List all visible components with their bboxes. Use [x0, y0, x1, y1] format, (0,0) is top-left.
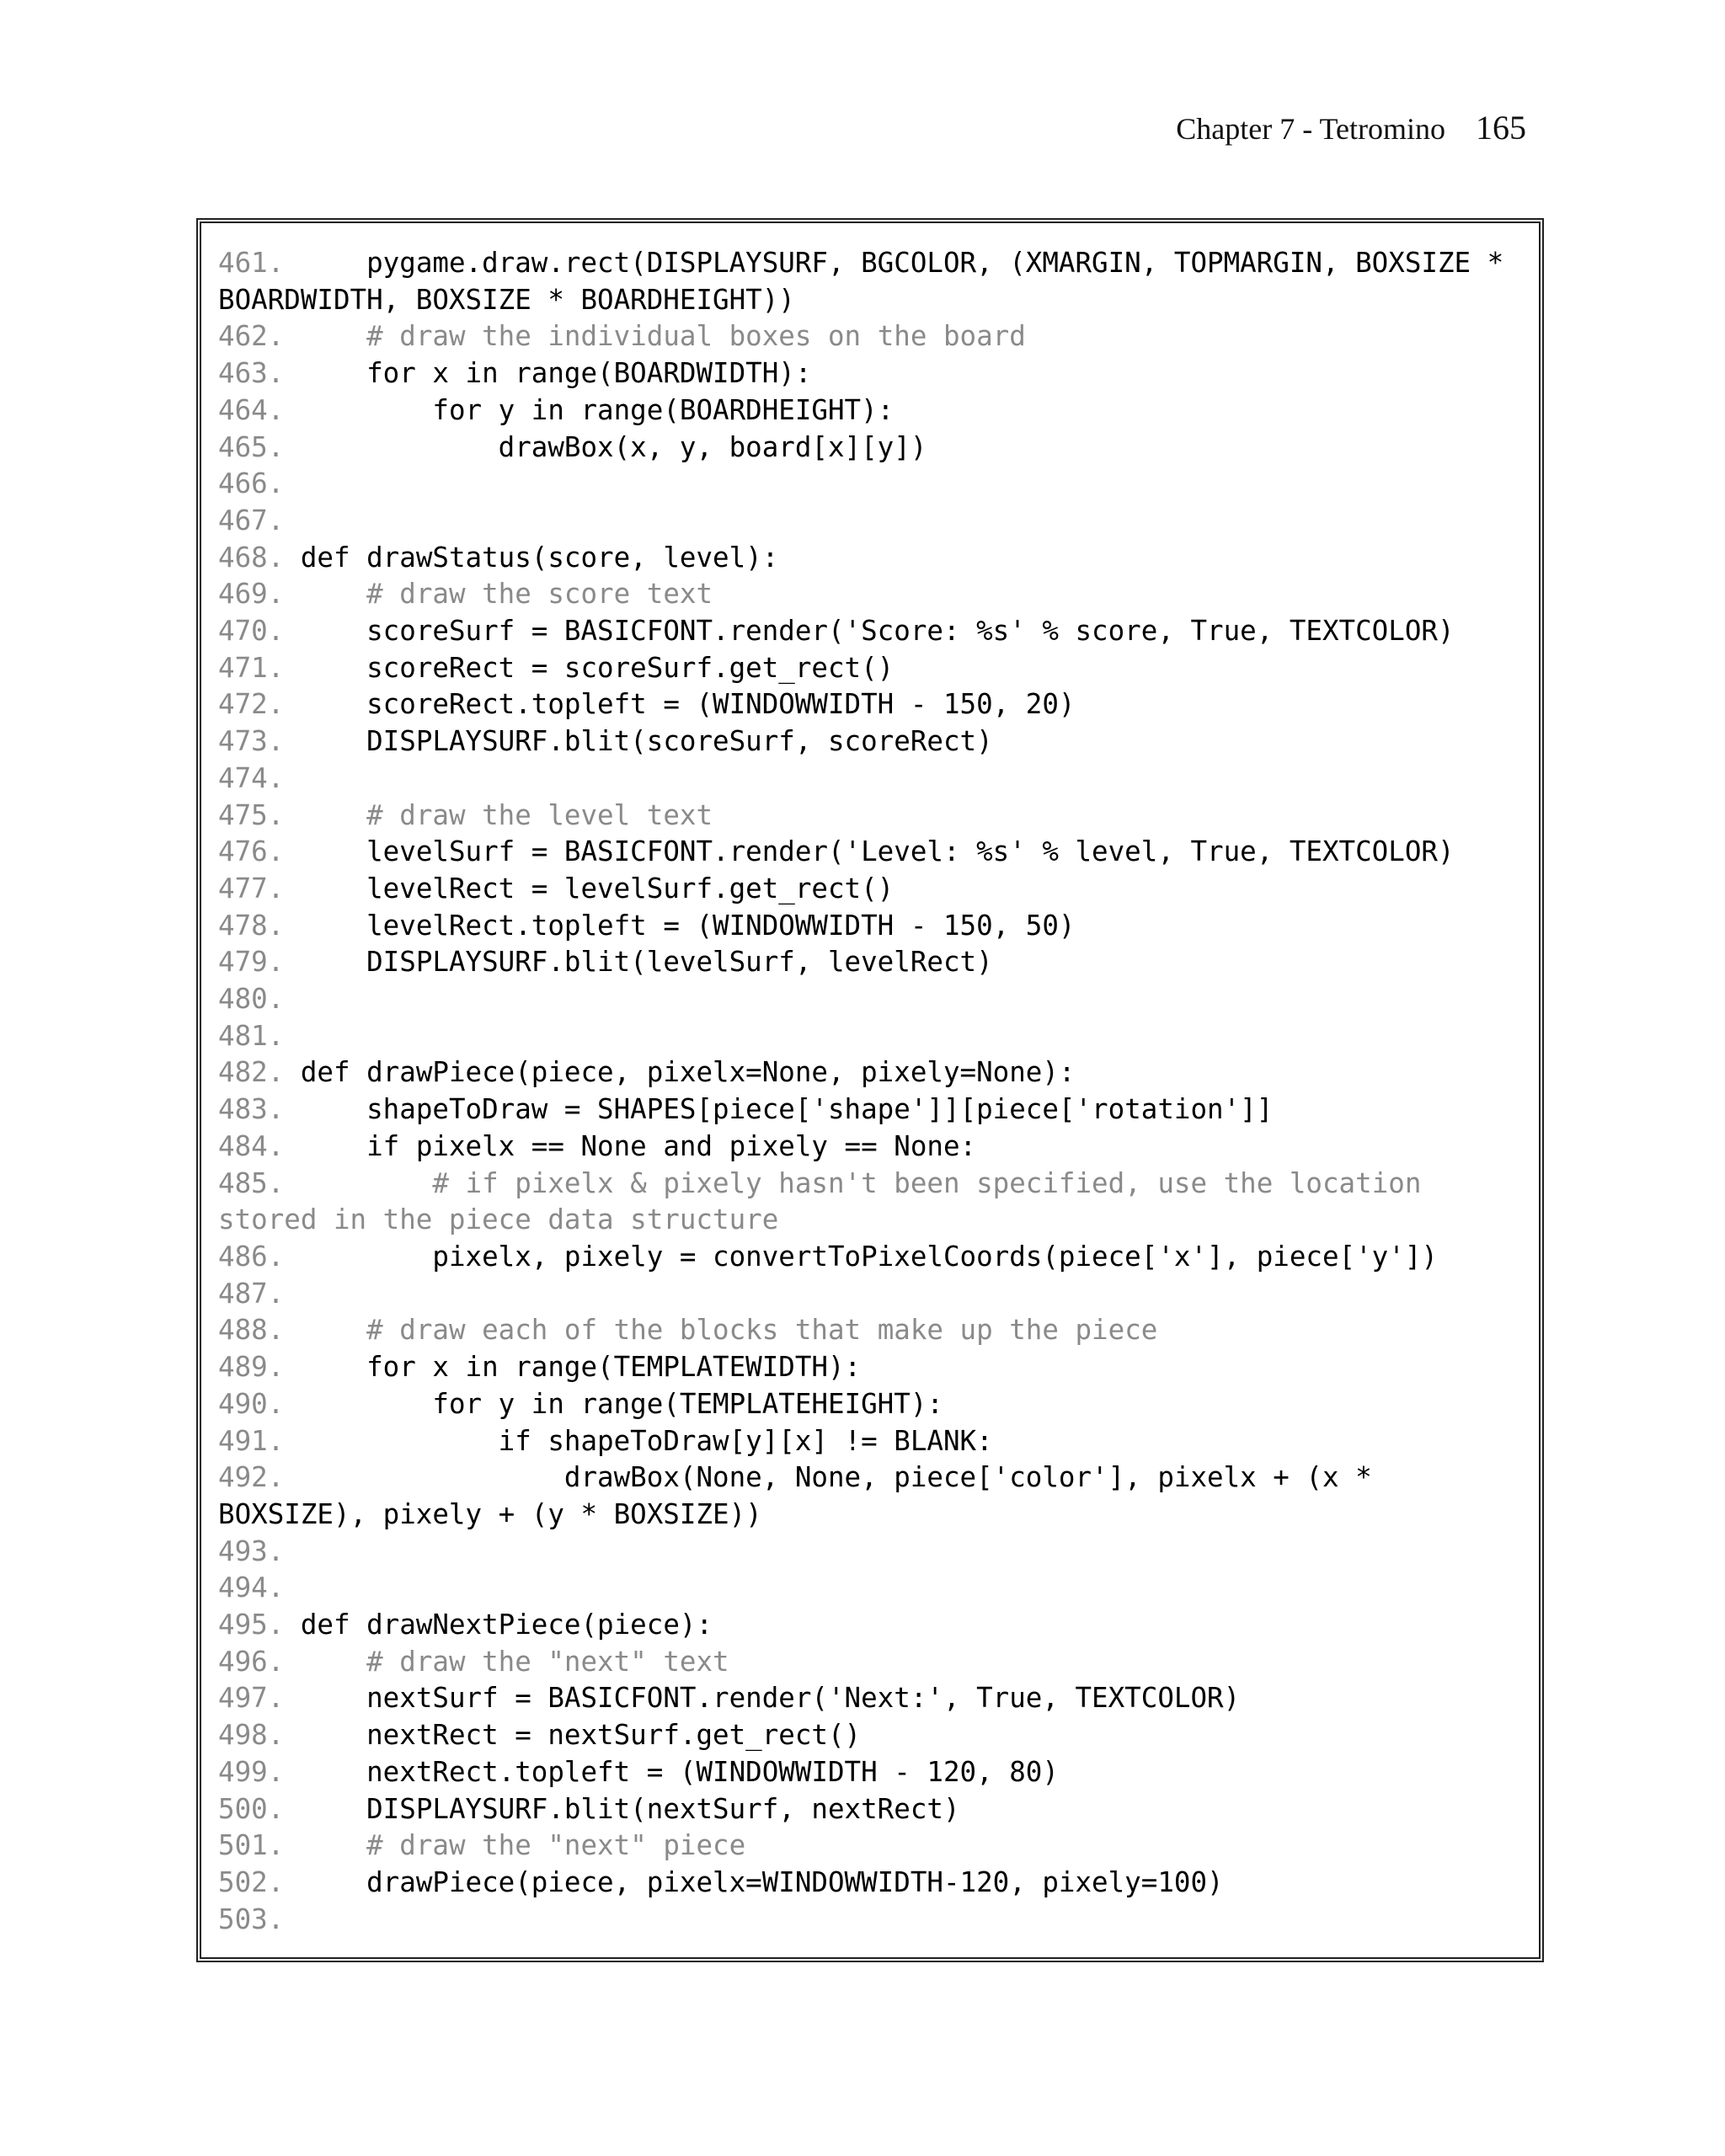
code-line	[218, 355, 1525, 392]
line-number: 502.	[218, 1865, 285, 1898]
code-listing	[196, 218, 1544, 1962]
code-text: nextRect = nextSurf.get_rect()	[284, 1719, 862, 1752]
line-number: 489.	[218, 1351, 285, 1384]
line-number: 495.	[218, 1609, 285, 1641]
line-number: 475.	[218, 798, 285, 831]
line-number: 465.	[218, 430, 285, 463]
code-comment: # draw the "next" piece	[366, 1829, 746, 1862]
code-line	[218, 723, 1525, 760]
code-text	[284, 799, 366, 831]
code-line	[218, 245, 1525, 282]
code-comment: # draw the level text	[366, 798, 713, 831]
code-line	[218, 760, 1525, 798]
code-line	[218, 430, 1525, 467]
line-number: 485.	[218, 1166, 285, 1199]
line-number: 472.	[218, 688, 285, 721]
code-line	[218, 1644, 1525, 1681]
line-number: 496.	[218, 1645, 285, 1678]
line-number: 492.	[218, 1461, 285, 1494]
code-line	[218, 1754, 1525, 1791]
code-text	[284, 1829, 366, 1861]
line-number: 497.	[218, 1682, 285, 1715]
code-text: DISPLAYSURF.blit(scoreSurf, scoreRect)	[284, 725, 993, 758]
line-number: 476.	[218, 835, 285, 868]
line-number: 501.	[218, 1829, 285, 1862]
code-comment: # draw the individual boxes on the board	[366, 320, 1026, 353]
code-line	[218, 1054, 1525, 1091]
code-line	[218, 981, 1525, 1018]
line-number: 462.	[218, 320, 285, 353]
code-text	[284, 1314, 366, 1346]
code-line	[218, 1276, 1525, 1313]
code-line	[218, 1607, 1525, 1644]
line-number: 474.	[218, 761, 285, 794]
code-text	[284, 320, 366, 352]
line-number: 486.	[218, 1240, 285, 1273]
code-line	[218, 1828, 1525, 1865]
line-number: 471.	[218, 651, 285, 684]
code-text: BOARDWIDTH, BOXSIZE * BOARDHEIGHT))	[218, 283, 795, 316]
line-number: 468.	[218, 541, 285, 574]
code-line	[218, 1791, 1525, 1828]
code-text: scoreRect.topleft = (WINDOWWIDTH - 150, 20)	[284, 688, 1076, 721]
code-text: DISPLAYSURF.blit(levelSurf, levelRect)	[284, 946, 993, 979]
code-text: nextRect.topleft = (WINDOWWIDTH - 120, 80)	[284, 1755, 1059, 1788]
code-line	[218, 1865, 1525, 1902]
chapter-title: Chapter 7 - Tetromino	[1176, 112, 1445, 146]
code-line	[218, 576, 1525, 613]
page-header	[1176, 108, 1526, 147]
line-number: 482.	[218, 1056, 285, 1089]
page-number: 165	[1476, 109, 1526, 147]
code-line	[218, 1202, 1525, 1239]
line-number: 500.	[218, 1792, 285, 1825]
line-number: 499.	[218, 1755, 285, 1788]
code-line	[218, 1018, 1525, 1055]
code-line	[218, 798, 1525, 835]
line-number: 484.	[218, 1129, 285, 1162]
code-line	[218, 540, 1525, 577]
code-line	[218, 1717, 1525, 1754]
line-number: 466.	[218, 467, 285, 500]
line-number: 483.	[218, 1093, 285, 1126]
line-number: 494.	[218, 1572, 285, 1604]
line-number: 470.	[218, 615, 285, 648]
code-text: if pixelx == None and pixely == None:	[284, 1129, 977, 1162]
code-line	[218, 1129, 1525, 1166]
line-number: 488.	[218, 1314, 285, 1347]
code-text: for y in range(BOARDHEIGHT):	[284, 393, 895, 426]
line-number: 477.	[218, 872, 285, 905]
code-text: for x in range(TEMPLATEWIDTH):	[284, 1351, 862, 1384]
line-number: 490.	[218, 1387, 285, 1420]
code-text: levelSurf = BASICFONT.render('Level: %s' % level, True, TEXTCOLOR)	[284, 835, 1455, 868]
code-line	[218, 282, 1525, 319]
code-line	[218, 1312, 1525, 1349]
code-line	[218, 1460, 1525, 1497]
code-line	[218, 1091, 1525, 1129]
code-line	[218, 1497, 1525, 1534]
code-line	[218, 318, 1525, 355]
code-line	[218, 908, 1525, 945]
line-number: 478.	[218, 909, 285, 942]
code-text: def drawStatus(score, level):	[284, 541, 779, 574]
code-comment: # draw each of the blocks that make up the piece	[366, 1314, 1158, 1347]
code-text: BOXSIZE), pixely + (y * BOXSIZE))	[218, 1497, 762, 1530]
code-text	[284, 1167, 432, 1199]
code-comment: # draw the "next" text	[366, 1645, 729, 1678]
code-line	[218, 613, 1525, 650]
code-text: drawBox(x, y, board[x][y])	[284, 430, 927, 463]
code-comment: # draw the score text	[366, 578, 713, 611]
code-text: def drawNextPiece(piece):	[284, 1609, 713, 1641]
code-line	[218, 466, 1525, 503]
code-line	[218, 834, 1525, 871]
code-line	[218, 686, 1525, 723]
code-comment: stored in the piece data structure	[218, 1203, 779, 1236]
line-number: 469.	[218, 578, 285, 611]
line-number: 467.	[218, 504, 285, 536]
line-number: 464.	[218, 393, 285, 426]
code-text: def drawPiece(piece, pixelx=None, pixely=None):	[284, 1056, 1076, 1089]
code-line	[218, 1902, 1525, 1939]
code-text: for y in range(TEMPLATEHEIGHT):	[284, 1387, 943, 1420]
code-line	[218, 1166, 1525, 1203]
line-number: 503.	[218, 1903, 285, 1935]
line-number: 463.	[218, 357, 285, 390]
code-line	[218, 1423, 1525, 1460]
code-line	[218, 1570, 1525, 1607]
code-text: nextSurf = BASICFONT.render('Next:', True, TEXTCOLOR)	[284, 1682, 1241, 1715]
code-line	[218, 1534, 1525, 1571]
code-text: pixelx, pixely = convertToPixelCoords(piece['x'], piece['y'])	[284, 1240, 1438, 1273]
code-line	[218, 944, 1525, 981]
code-text: shapeToDraw = SHAPES[piece['shape']][piece['rotation']]	[284, 1093, 1274, 1126]
code-text: drawBox(None, None, piece['color'], pixelx + (x *	[284, 1461, 1372, 1494]
code-line	[218, 871, 1525, 908]
line-number: 473.	[218, 725, 285, 758]
code-line	[218, 392, 1525, 430]
code-text: DISPLAYSURF.blit(nextSurf, nextRect)	[284, 1792, 960, 1825]
code-line	[218, 503, 1525, 540]
code-comment: # if pixelx & pixely hasn't been specified, use the location	[432, 1166, 1422, 1199]
code-text	[284, 1646, 366, 1678]
code-line	[218, 1386, 1525, 1423]
line-number: 498.	[218, 1719, 285, 1752]
code-line	[218, 1349, 1525, 1386]
line-number: 493.	[218, 1534, 285, 1567]
code-line	[218, 650, 1525, 687]
code-text: if shapeToDraw[y][x] != BLANK:	[284, 1424, 993, 1457]
code-line	[218, 1680, 1525, 1717]
line-number: 479.	[218, 946, 285, 979]
code-text: drawPiece(piece, pixelx=WINDOWWIDTH-120, pixely=100)	[284, 1865, 1224, 1898]
line-number: 461.	[218, 247, 285, 279]
code-text: pygame.draw.rect(DISPLAYSURF, BGCOLOR, (XMARGIN, TOPMARGIN, BOXSIZE *	[284, 247, 1504, 279]
code-text	[284, 578, 366, 610]
code-text: scoreSurf = BASICFONT.render('Score: %s' % score, True, TEXTCOLOR)	[284, 615, 1455, 648]
line-number: 480.	[218, 983, 285, 1016]
code-text: scoreRect = scoreSurf.get_rect()	[284, 651, 895, 684]
line-number: 481.	[218, 1019, 285, 1052]
code-text: levelRect.topleft = (WINDOWWIDTH - 150, 50)	[284, 909, 1076, 942]
line-number: 491.	[218, 1424, 285, 1457]
code-line	[218, 1239, 1525, 1276]
code-text: for x in range(BOARDWIDTH):	[284, 357, 812, 390]
code-text: levelRect = levelSurf.get_rect()	[284, 872, 895, 905]
line-number: 487.	[218, 1277, 285, 1310]
